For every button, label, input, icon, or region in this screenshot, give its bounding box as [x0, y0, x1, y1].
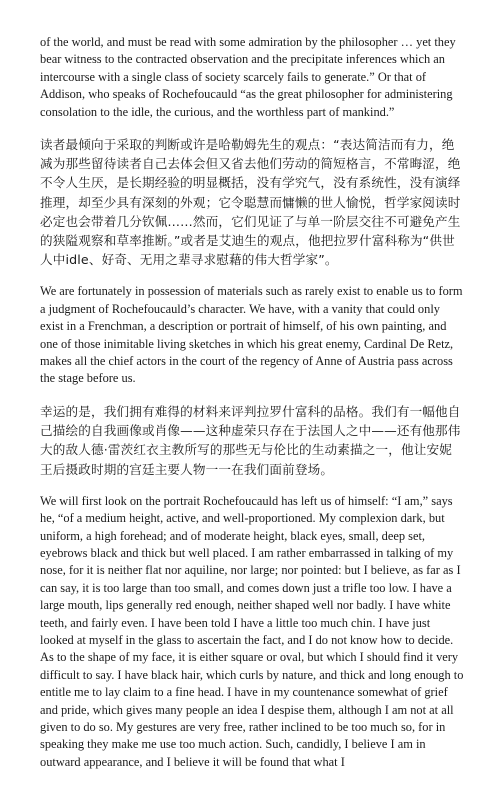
chinese-paragraph: 读者最倾向于采取的判断或许是哈勒姆先生的观点：“表达简洁而有力，绝减为那些留待读者自己去体会但又省去他们劳动的简短格言，不常晦涩，绝不令人生厌，是长期经验的明显概括，没有学究气，没有系统性，没有演绎推理，却至少具有深刻的外观；它令聪慧而慵懒的世人愉悦，哲学家阅读时必定也会带着几分钦佩……然而，它们见证了与单一阶层交往不可避免产生的狭隘观察和草率推断。”或者是艾迪生的观点，他把拉罗什富科称为“供世人中idle、好奇、无用之辈寻求慰藉的伟大哲学家”。: [40, 137, 461, 268]
english-paragraph: We are fortunately in possession of materials such as rarely exist to enable us to form a judgment of Rochefoucauld’s character. We have, with a vanity that could only exist in a Frenchman, a description or portrait of himself, of his own painting, and one of those inimitable living sketches in which his great enemy, Cardinal De Retz, makes all the chief actors in the court of the regency of Anne of Austria pass across the stage before us.: [40, 284, 463, 386]
english-paragraph: of the world, and must be read with some admiration by the philosopher … yet they bear witness to the contracted observation and the precipitate inferences which an intercourse with a single class of society scarcely fails to generate.” Or that of Addison, who speaks of Rochefoucauld “as the great philosopher for administering consolation to the idle, the curious, and the worthless part of mankind.”: [40, 35, 456, 119]
document-page: [40, 34, 464, 785]
english-paragraph: We will first look on the portrait Rochefoucauld has left us of himself: “I am,” says he, “of a medium height, active, and well-proportioned. My complexion dark, but uniform, a high forehead; and of moderate height, black eyes, small, deep set, eyebrows black and thick but well placed. I am rather embarrassed in talking of my nose, for it is neither flat nor aquiline, nor large; nor pointed: but I believe, as far as I can say, it is too large than too small, and comes down just a trifle too low. I have a large mouth, lips generally red enough, neither shaped well nor badly. I have white teeth, and fairly even. I have been told I have a little too much chin. I have just looked at myself in the glass to ascertain the fact, and I do not know how to decide. As to the shape of my face, it is either square or oval, but which I should find it very difficult to say. I have black hair, which curls by nature, and thick and long enough to entitle me to lay claim to a fine head. I have in my countenance somewhat of grief and pride, which gives many people an idea I despise them, although I am not at all given to do so. My gestures are very free, rather inclined to be too much so, for in speaking they make me use too much action. Such, candidly, I believe I am in outward appearance, and I believe it will be found that what I: [40, 493, 464, 769]
chinese-paragraph: 幸运的是，我们拥有难得的材料来评判拉罗什富科的品格。我们有一幅他自己描绘的自我画像或肖像——这种虚荣只存在于法国人之中——还有他那伟大的敌人德·雷茨红衣主教所写的那些无与伦比的生动素描之一，他让安妮王后摄政时期的宫廷主要人物一一在我们面前登场。: [40, 403, 461, 477]
